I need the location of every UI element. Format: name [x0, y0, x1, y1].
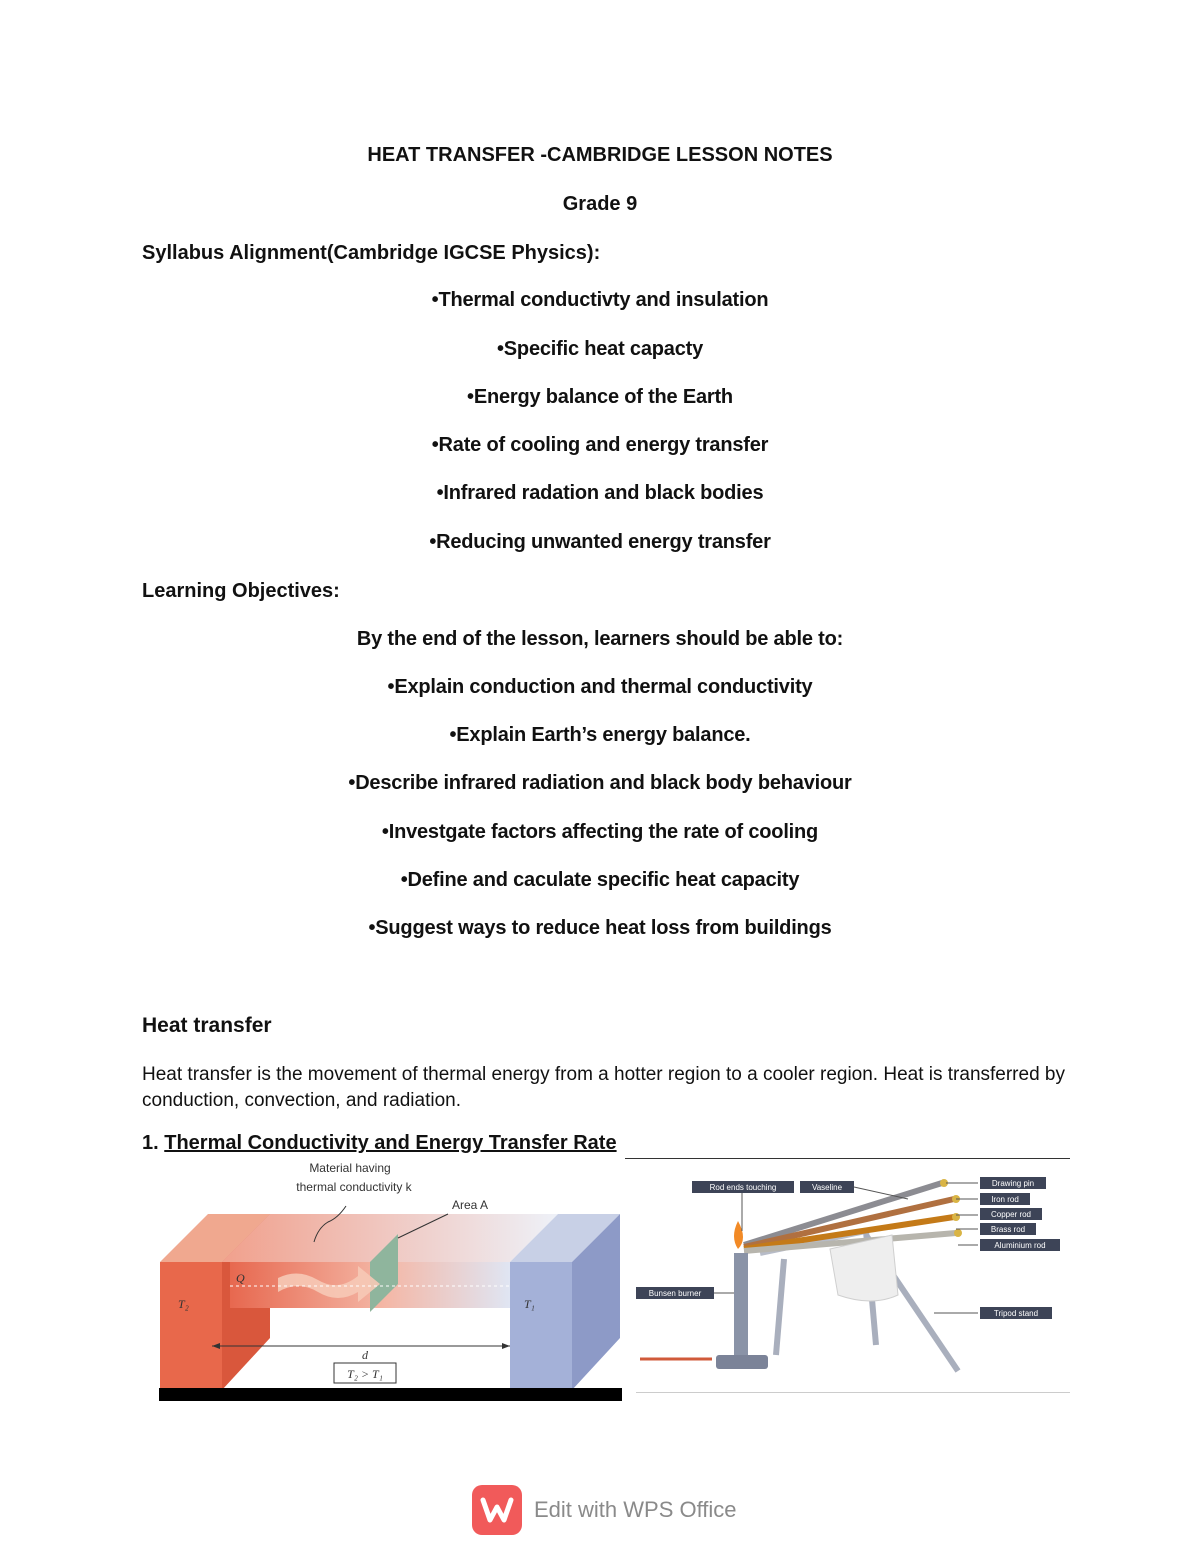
t2-label: T₂: [178, 1297, 189, 1311]
wps-edit-text: Edit with WPS Office: [534, 1497, 737, 1522]
objectives-heading: Learning Objectives:: [142, 580, 340, 602]
burner-tube: [734, 1253, 748, 1363]
grade-label: Grade 9: [562, 193, 638, 215]
figure-underline-bar: [159, 1388, 622, 1401]
syllabus-item: •Reducing unwanted energy transfer: [429, 531, 771, 553]
pin-3: [952, 1213, 960, 1221]
syllabus-item: •Specific heat capacty: [496, 338, 704, 360]
aluminium-label: Aluminium rod: [994, 1241, 1046, 1250]
d-label: d: [362, 1348, 368, 1362]
subsection-heading: [142, 1132, 617, 1155]
area-label: Area A: [451, 1198, 489, 1212]
wps-w-icon: [472, 1485, 522, 1535]
wps-logo-icon: [472, 1485, 522, 1535]
objective-item: •Describe infrared radiation and black body behaviour: [348, 772, 852, 794]
tripod-label: Tripod stand: [993, 1309, 1039, 1318]
brass-label: Brass rod: [990, 1225, 1026, 1234]
distance-arrow-right: [502, 1343, 510, 1349]
q-label: Q: [236, 1271, 245, 1285]
syllabus-item: •Thermal conductivty and insulation: [431, 289, 769, 311]
subsection-title: Thermal Conductivity and Energy Transfer Rate: [164, 1132, 617, 1154]
objective-item: •Investgate factors affecting the rate of cooling: [381, 821, 819, 843]
heading-rule: [625, 1158, 1070, 1159]
pin-4: [954, 1229, 962, 1237]
section-heading: Heat transfer: [142, 1014, 272, 1037]
rods-experiment-diagram: [634, 1165, 1070, 1383]
rod-ends-label: Rod ends touching: [709, 1183, 777, 1192]
syllabus-item: •Infrared radation and black bodies: [436, 482, 764, 504]
subsection-number: 1.: [142, 1132, 159, 1154]
material-label-1: Material having: [309, 1161, 391, 1175]
burner-label: Bunsen burner: [648, 1289, 702, 1298]
objectives-intro: By the end of the lesson, learners should be able to:: [356, 628, 844, 650]
condition-label: T₂ > T₁: [347, 1367, 383, 1381]
syllabus-item: •Energy balance of the Earth: [467, 386, 733, 408]
hot-block-front: [160, 1262, 222, 1390]
cold-block-front: [510, 1262, 572, 1390]
objective-item: •Explain conduction and thermal conductivity: [387, 676, 813, 698]
syllabus-heading: Syllabus Alignment(Cambridge IGCSE Physics):: [142, 242, 601, 264]
figure-baseline: [636, 1392, 1070, 1393]
thermal-conductivity-diagram: [158, 1158, 624, 1390]
pin-label: Drawing pin: [991, 1179, 1035, 1188]
objective-item: •Explain Earth’s energy balance.: [449, 724, 751, 746]
burner-base: [716, 1355, 768, 1369]
vaseline-leader: [854, 1187, 908, 1199]
section-paragraph: Heat transfer is the movement of thermal energy from a hotter region to a cooler region. Heat is transferred by conduction, convection, and radiation.: [142, 1064, 1065, 1111]
document-title: HEAT TRANSFER -CAMBRIDGE LESSON NOTES: [367, 144, 833, 166]
objective-item: •Suggest ways to reduce heat loss from buildings: [368, 917, 832, 939]
syllabus-item: •Rate of cooling and energy transfer: [431, 434, 769, 456]
vaseline-label: Vaseline: [811, 1183, 843, 1192]
objective-item: •Define and caculate specific heat capacity: [400, 869, 800, 891]
iron-label: Iron rod: [991, 1195, 1019, 1204]
t1-label: T₁: [524, 1297, 535, 1311]
tripod-leg-left: [776, 1259, 784, 1355]
material-label-2: thermal conductivity k: [296, 1180, 412, 1194]
copper-label: Copper rod: [990, 1210, 1032, 1219]
wps-edit-banner[interactable]: [472, 1485, 752, 1537]
